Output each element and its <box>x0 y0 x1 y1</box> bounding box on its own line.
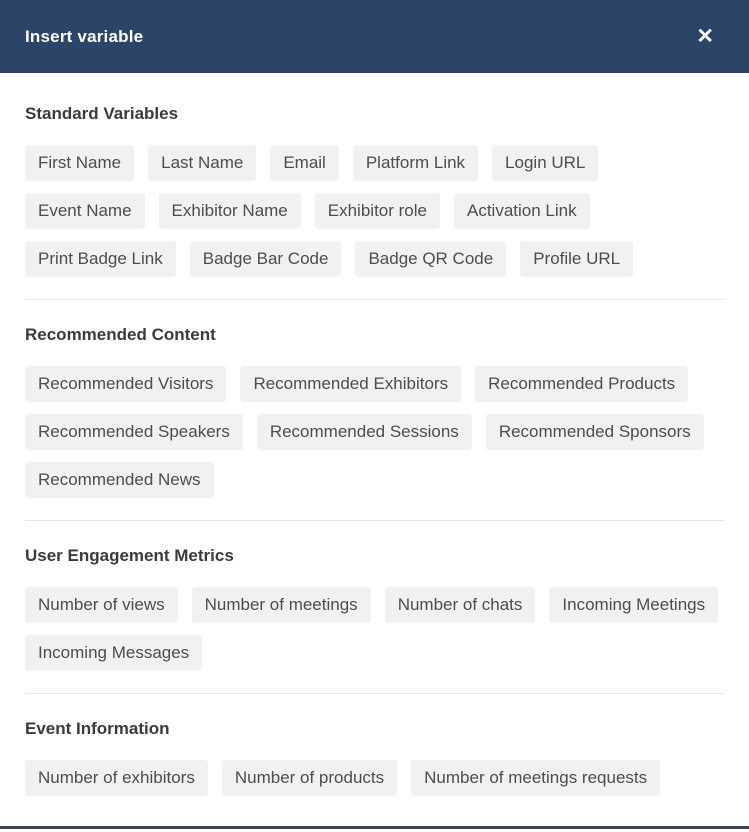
variable-chip[interactable]: Profile URL <box>520 241 633 277</box>
variable-chip[interactable]: Last Name <box>148 145 256 181</box>
variable-chip[interactable]: Exhibitor role <box>315 193 440 229</box>
variable-chip[interactable]: Badge QR Code <box>355 241 506 277</box>
section-divider <box>25 299 724 300</box>
close-button[interactable] <box>692 22 718 51</box>
variable-chip[interactable]: Badge Bar Code <box>190 241 342 277</box>
variable-chip[interactable]: Number of meetings requests <box>411 760 660 796</box>
variable-chip[interactable]: Event Name <box>25 193 145 229</box>
variable-chip[interactable]: Recommended News <box>25 462 214 498</box>
section-standard-variables <box>25 104 724 277</box>
section-user-engagement-metrics <box>25 546 724 671</box>
variable-chip[interactable]: Number of views <box>25 587 178 623</box>
variable-chip[interactable]: Login URL <box>492 145 598 181</box>
chip-group-user-engagement-metrics <box>25 587 724 671</box>
variable-chip[interactable]: Number of meetings <box>192 587 371 623</box>
section-divider <box>25 520 724 521</box>
variable-chip[interactable]: Recommended Visitors <box>25 366 226 402</box>
variable-chip[interactable]: Recommended Exhibitors <box>240 366 461 402</box>
close-icon: ✕ <box>696 25 714 48</box>
modal-body <box>0 104 749 796</box>
section-divider <box>25 693 724 694</box>
modal-header <box>0 0 749 73</box>
variable-chip[interactable]: Platform Link <box>353 145 478 181</box>
section-heading: Event Information <box>25 719 170 738</box>
modal-title: Insert variable <box>25 26 144 46</box>
section-recommended-content <box>25 325 724 498</box>
variable-chip[interactable]: Incoming Messages <box>25 635 202 671</box>
variable-chip[interactable]: Email <box>270 145 339 181</box>
variable-chip[interactable]: First Name <box>25 145 134 181</box>
variable-chip[interactable]: Recommended Speakers <box>25 414 243 450</box>
chip-group-recommended-content <box>25 366 724 498</box>
variable-chip[interactable]: Number of chats <box>385 587 536 623</box>
variable-chip[interactable]: Print Badge Link <box>25 241 176 277</box>
section-heading: Recommended Content <box>25 325 216 344</box>
variable-chip[interactable]: Incoming Meetings <box>549 587 718 623</box>
chip-group-event-information <box>25 760 724 796</box>
variable-chip[interactable]: Recommended Sponsors <box>486 414 704 450</box>
variable-chip[interactable]: Recommended Products <box>475 366 688 402</box>
variable-chip[interactable]: Number of products <box>222 760 397 796</box>
variable-chip[interactable]: Recommended Sessions <box>257 414 472 450</box>
variable-chip[interactable]: Number of exhibitors <box>25 760 208 796</box>
bottom-edge-bar <box>0 826 749 829</box>
variable-chip[interactable]: Activation Link <box>454 193 590 229</box>
section-event-information <box>25 719 724 796</box>
chip-group-standard-variables <box>25 145 724 277</box>
section-heading: Standard Variables <box>25 104 179 123</box>
variable-chip[interactable]: Exhibitor Name <box>159 193 301 229</box>
section-heading: User Engagement Metrics <box>25 546 234 565</box>
